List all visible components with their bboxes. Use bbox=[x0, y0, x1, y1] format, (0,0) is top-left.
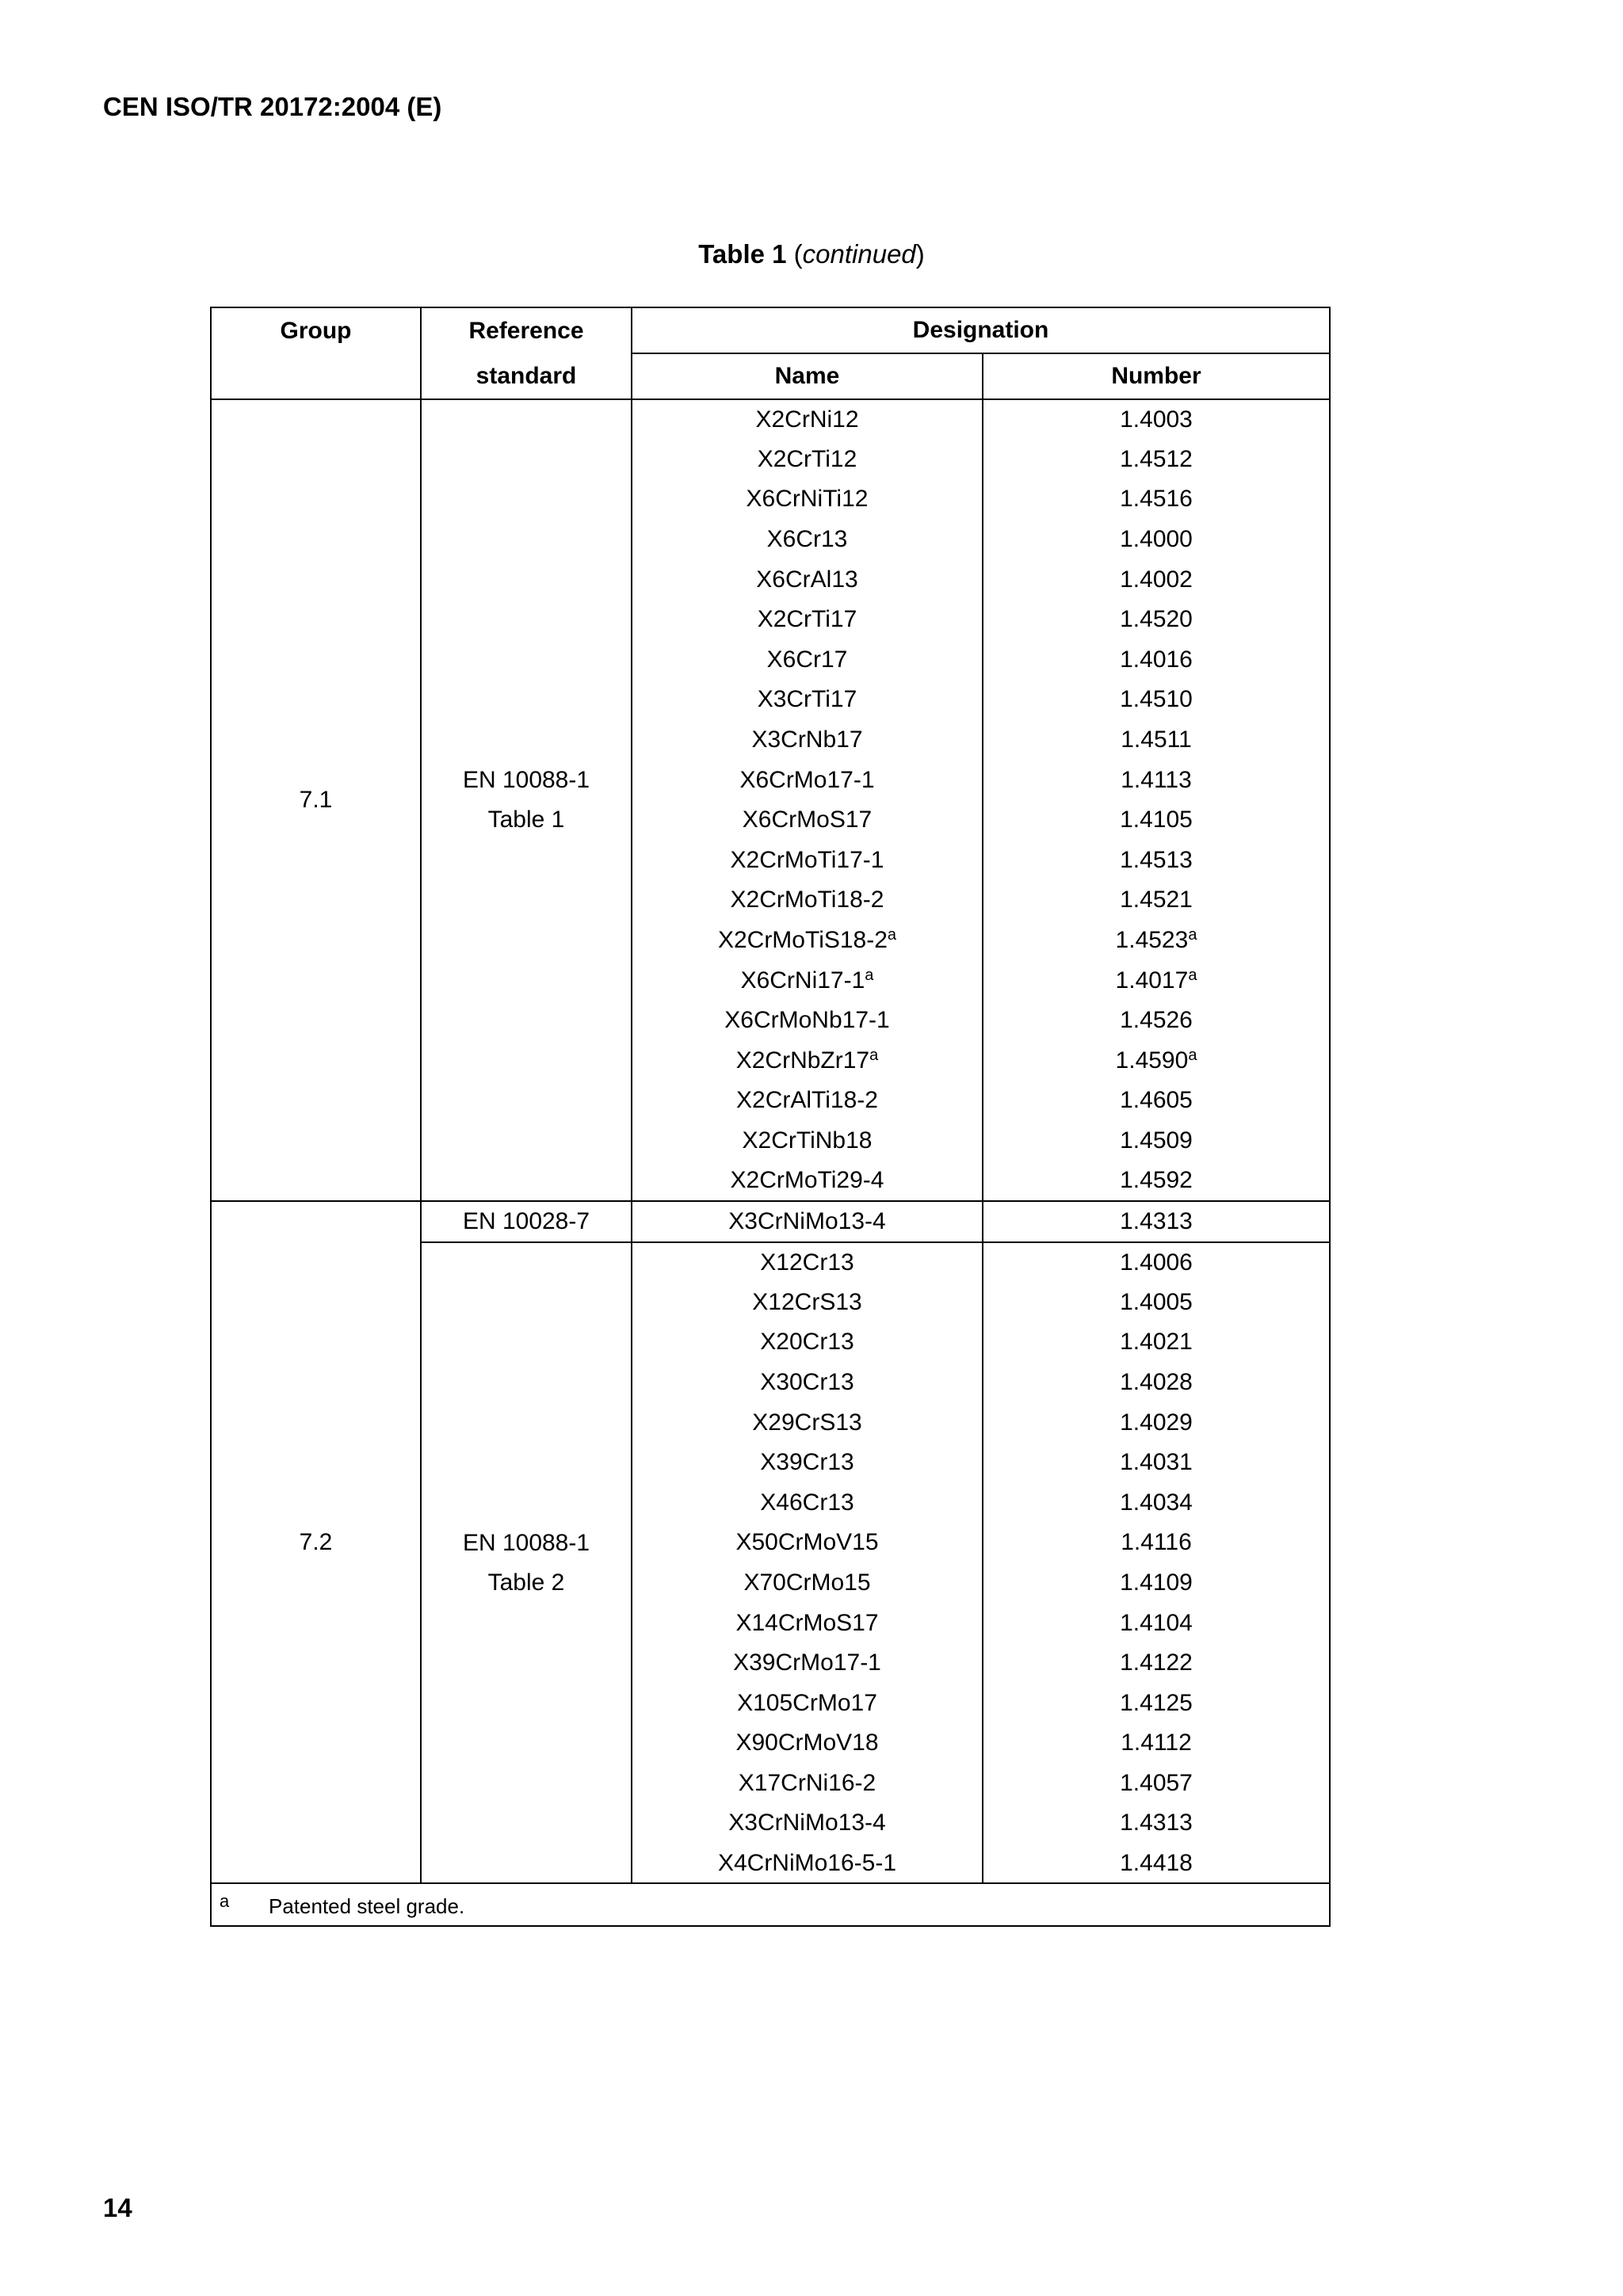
steel-number: 1.4104 bbox=[1120, 1609, 1193, 1636]
group-cell: 7.2 bbox=[211, 1201, 421, 1884]
table-caption-continued: continued bbox=[802, 239, 916, 269]
steel-number-cell bbox=[983, 1482, 1330, 1523]
steel-name: X3CrTi17 bbox=[757, 686, 857, 713]
steel-number: 1.4509 bbox=[1120, 1127, 1193, 1154]
steel-number: 1.4006 bbox=[1120, 1249, 1193, 1276]
steel-name-cell bbox=[632, 960, 983, 1001]
steel-name: X2CrMoTi29-4 bbox=[730, 1167, 884, 1194]
steel-number-cell bbox=[983, 1643, 1330, 1684]
footnote-marker: a bbox=[220, 1890, 230, 1911]
steel-number-cell bbox=[983, 880, 1330, 921]
steel-name-cell bbox=[632, 720, 983, 761]
steel-name-cell bbox=[632, 1563, 983, 1604]
steel-number: 1.4511 bbox=[1121, 727, 1192, 753]
steel-number: 1.4523 bbox=[1115, 927, 1189, 954]
steel-number-cell bbox=[983, 960, 1330, 1001]
steel-name: X2CrMoTi18-2 bbox=[730, 887, 884, 913]
steel-number: 1.4592 bbox=[1120, 1167, 1193, 1194]
steel-name: X70CrMo15 bbox=[743, 1569, 871, 1596]
footnote-ref: a bbox=[1188, 966, 1197, 984]
steel-name-cell bbox=[632, 1001, 983, 1041]
steel-name-cell bbox=[632, 1363, 983, 1403]
reference-standard-line: EN 10088-1 bbox=[462, 1529, 590, 1556]
steel-name-cell bbox=[632, 640, 983, 681]
footnote-ref: a bbox=[887, 926, 897, 944]
reference-standard-cell bbox=[421, 399, 632, 1201]
table-row bbox=[211, 1201, 1330, 1242]
reference-standard-cell bbox=[421, 1201, 632, 1242]
steel-name: X2CrNbZr17 bbox=[735, 1047, 870, 1074]
steel-number-cell bbox=[983, 1081, 1330, 1121]
steel-name-cell bbox=[632, 1523, 983, 1563]
steel-number-cell bbox=[983, 520, 1330, 560]
steel-number-cell bbox=[983, 399, 1330, 440]
steel-name: X39Cr13 bbox=[760, 1449, 854, 1476]
steel-number-cell bbox=[983, 760, 1330, 800]
steel-name: X12CrS13 bbox=[752, 1288, 862, 1315]
steel-number-cell bbox=[983, 1121, 1330, 1161]
steel-name: X6Cr13 bbox=[766, 526, 848, 553]
steel-name-cell bbox=[632, 1723, 983, 1764]
reference-standard-line: EN 10088-1 bbox=[462, 766, 590, 793]
steel-name: X105CrMo17 bbox=[737, 1689, 877, 1716]
steel-name: X46Cr13 bbox=[760, 1489, 854, 1516]
page-number: 14 bbox=[103, 2193, 132, 2222]
steel-number: 1.4510 bbox=[1120, 686, 1193, 713]
steel-name: X20Cr13 bbox=[760, 1329, 854, 1356]
steel-number: 1.4418 bbox=[1120, 1849, 1193, 1876]
steel-number-cell bbox=[983, 1683, 1330, 1723]
steel-number: 1.4105 bbox=[1120, 807, 1193, 833]
steel-name-cell bbox=[632, 1322, 983, 1363]
steel-name: X3CrNb17 bbox=[751, 727, 863, 753]
steel-number: 1.4002 bbox=[1120, 566, 1193, 593]
steel-number-cell bbox=[983, 440, 1330, 480]
header-reference-line2: standard bbox=[421, 353, 632, 399]
steel-number: 1.4003 bbox=[1120, 406, 1193, 433]
steel-number-cell bbox=[983, 921, 1330, 961]
steel-name-cell bbox=[632, 1844, 983, 1884]
steel-name-cell bbox=[632, 680, 983, 720]
steel-name-cell bbox=[632, 1121, 983, 1161]
steel-name-cell bbox=[632, 1803, 983, 1844]
steel-name: X2CrTiNb18 bbox=[742, 1127, 873, 1154]
steel-name-cell bbox=[632, 1242, 983, 1283]
steel-number: 1.4016 bbox=[1120, 646, 1193, 673]
steel-number-cell bbox=[983, 600, 1330, 640]
steel-name-cell bbox=[632, 1683, 983, 1723]
steel-name: X3CrNiMo13-4 bbox=[728, 1207, 886, 1234]
steel-name: X90CrMoV18 bbox=[735, 1730, 879, 1756]
steel-name-cell bbox=[632, 1764, 983, 1804]
steel-name-cell bbox=[632, 1081, 983, 1121]
table-body bbox=[211, 399, 1330, 1883]
document-header: CEN ISO/TR 20172:2004 (E) bbox=[103, 92, 442, 121]
steel-name: X6CrMoNb17-1 bbox=[724, 1007, 890, 1034]
steel-name: X6CrAl13 bbox=[756, 566, 858, 593]
steel-number-cell bbox=[983, 640, 1330, 681]
steel-number: 1.4031 bbox=[1120, 1449, 1193, 1476]
steel-number: 1.4516 bbox=[1120, 486, 1193, 513]
footnote-ref: a bbox=[1188, 1046, 1197, 1064]
steel-grade-table bbox=[210, 307, 1331, 1927]
table-row bbox=[211, 399, 1330, 440]
steel-number: 1.4313 bbox=[1120, 1207, 1193, 1234]
steel-name: X6CrMo17-1 bbox=[739, 766, 875, 793]
steel-number-cell bbox=[983, 841, 1330, 881]
steel-number: 1.4034 bbox=[1120, 1489, 1193, 1516]
steel-name-cell bbox=[632, 880, 983, 921]
steel-number-cell bbox=[983, 1523, 1330, 1563]
steel-name: X2CrAlTi18-2 bbox=[736, 1087, 878, 1114]
header-group: Group bbox=[211, 307, 421, 399]
steel-name-cell bbox=[632, 760, 983, 800]
steel-number: 1.4005 bbox=[1120, 1288, 1193, 1315]
header-designation: Designation bbox=[632, 307, 1330, 353]
table-caption-close: ) bbox=[915, 239, 925, 269]
steel-name: X50CrMoV15 bbox=[735, 1529, 879, 1556]
table-caption bbox=[0, 239, 1623, 269]
steel-number: 1.4017 bbox=[1115, 967, 1189, 994]
steel-number-cell bbox=[983, 1723, 1330, 1764]
steel-name-cell bbox=[632, 1482, 983, 1523]
steel-name-cell bbox=[632, 1443, 983, 1483]
steel-number: 1.4122 bbox=[1120, 1650, 1193, 1676]
reference-standard-line: Table 1 bbox=[487, 806, 565, 833]
steel-number-cell bbox=[983, 559, 1330, 600]
steel-number-cell bbox=[983, 1282, 1330, 1322]
steel-number: 1.4521 bbox=[1120, 887, 1193, 913]
steel-number-cell bbox=[983, 720, 1330, 761]
steel-number-cell bbox=[983, 1201, 1330, 1242]
steel-number: 1.4028 bbox=[1120, 1368, 1193, 1395]
steel-number: 1.4057 bbox=[1120, 1769, 1193, 1796]
steel-number-cell bbox=[983, 1242, 1330, 1283]
steel-name: X4CrNiMo16-5-1 bbox=[717, 1849, 897, 1876]
steel-name-cell bbox=[632, 1201, 983, 1242]
steel-number: 1.4029 bbox=[1120, 1409, 1193, 1436]
steel-name-cell bbox=[632, 1643, 983, 1684]
steel-name-cell bbox=[632, 921, 983, 961]
steel-number: 1.4112 bbox=[1121, 1730, 1192, 1756]
steel-name: X2CrNi12 bbox=[755, 406, 859, 433]
group-cell: 7.1 bbox=[211, 399, 421, 1201]
steel-number: 1.4513 bbox=[1120, 846, 1193, 873]
steel-number: 1.4512 bbox=[1120, 445, 1193, 472]
steel-number: 1.4116 bbox=[1121, 1529, 1192, 1556]
steel-name-cell bbox=[632, 1282, 983, 1322]
steel-number: 1.4526 bbox=[1120, 1007, 1193, 1034]
header-number: Number bbox=[983, 353, 1330, 399]
steel-name-cell bbox=[632, 1402, 983, 1443]
steel-number-cell bbox=[983, 1764, 1330, 1804]
steel-number-cell bbox=[983, 1603, 1330, 1643]
steel-number-cell bbox=[983, 1001, 1330, 1041]
steel-name-cell bbox=[632, 479, 983, 520]
steel-name-cell bbox=[632, 600, 983, 640]
steel-number: 1.4113 bbox=[1121, 766, 1192, 793]
steel-name: X6CrNiTi12 bbox=[746, 486, 869, 513]
reference-standard-cell bbox=[421, 1242, 632, 1884]
reference-standard-line: Table 2 bbox=[487, 1569, 565, 1596]
steel-number-cell bbox=[983, 800, 1330, 841]
steel-name: X6CrNi17-1 bbox=[740, 967, 865, 994]
steel-name-cell bbox=[632, 1041, 983, 1081]
steel-number-cell bbox=[983, 1443, 1330, 1483]
table-footnote bbox=[211, 1883, 1330, 1926]
steel-name: X2CrTi17 bbox=[757, 606, 857, 633]
steel-name-cell bbox=[632, 1603, 983, 1643]
steel-name: X12Cr13 bbox=[760, 1249, 854, 1276]
footnote-text: Patented steel grade. bbox=[269, 1894, 465, 1918]
steel-name: X30Cr13 bbox=[760, 1368, 854, 1395]
steel-number-cell bbox=[983, 1161, 1330, 1201]
steel-number-cell bbox=[983, 680, 1330, 720]
table-caption-open: ( bbox=[786, 239, 803, 269]
steel-number: 1.4021 bbox=[1120, 1329, 1193, 1356]
header-name: Name bbox=[632, 353, 983, 399]
steel-name: X6CrMoS17 bbox=[742, 807, 873, 833]
steel-number-cell bbox=[983, 1844, 1330, 1884]
footnote-ref: a bbox=[869, 1046, 879, 1064]
steel-name-cell bbox=[632, 559, 983, 600]
steel-number-cell bbox=[983, 1041, 1330, 1081]
steel-number-cell bbox=[983, 1402, 1330, 1443]
steel-number: 1.4590 bbox=[1115, 1047, 1189, 1074]
table-caption-label: Table 1 bbox=[698, 239, 787, 269]
steel-name-cell bbox=[632, 1161, 983, 1201]
steel-name-cell bbox=[632, 399, 983, 440]
steel-number: 1.4109 bbox=[1120, 1569, 1193, 1596]
steel-number: 1.4313 bbox=[1120, 1810, 1193, 1836]
steel-name: X2CrMoTi17-1 bbox=[730, 846, 884, 873]
steel-number-cell bbox=[983, 479, 1330, 520]
steel-name: X3CrNiMo13-4 bbox=[728, 1810, 886, 1836]
steel-name: X6Cr17 bbox=[766, 646, 848, 673]
steel-number: 1.4520 bbox=[1120, 606, 1193, 633]
steel-number-cell bbox=[983, 1563, 1330, 1604]
steel-name: X14CrMoS17 bbox=[735, 1609, 879, 1636]
steel-name: X2CrTi12 bbox=[757, 445, 857, 472]
steel-name-cell bbox=[632, 440, 983, 480]
steel-number: 1.4605 bbox=[1120, 1087, 1193, 1114]
footnote-ref: a bbox=[865, 966, 874, 984]
footnote-ref: a bbox=[1188, 926, 1197, 944]
steel-number: 1.4125 bbox=[1120, 1689, 1193, 1716]
steel-number-cell bbox=[983, 1363, 1330, 1403]
steel-name-cell bbox=[632, 800, 983, 841]
steel-number-cell bbox=[983, 1803, 1330, 1844]
steel-number-cell bbox=[983, 1322, 1330, 1363]
steel-name: X17CrNi16-2 bbox=[738, 1769, 876, 1796]
steel-name: X39CrMo17-1 bbox=[733, 1650, 881, 1676]
steel-number: 1.4000 bbox=[1120, 526, 1193, 553]
steel-name-cell bbox=[632, 841, 983, 881]
reference-standard-line: EN 10028-7 bbox=[462, 1207, 590, 1234]
steel-name-cell bbox=[632, 520, 983, 560]
header-reference-line1: Reference bbox=[421, 307, 632, 353]
steel-name: X29CrS13 bbox=[752, 1409, 862, 1436]
steel-name: X2CrMoTiS18-2 bbox=[717, 927, 888, 954]
